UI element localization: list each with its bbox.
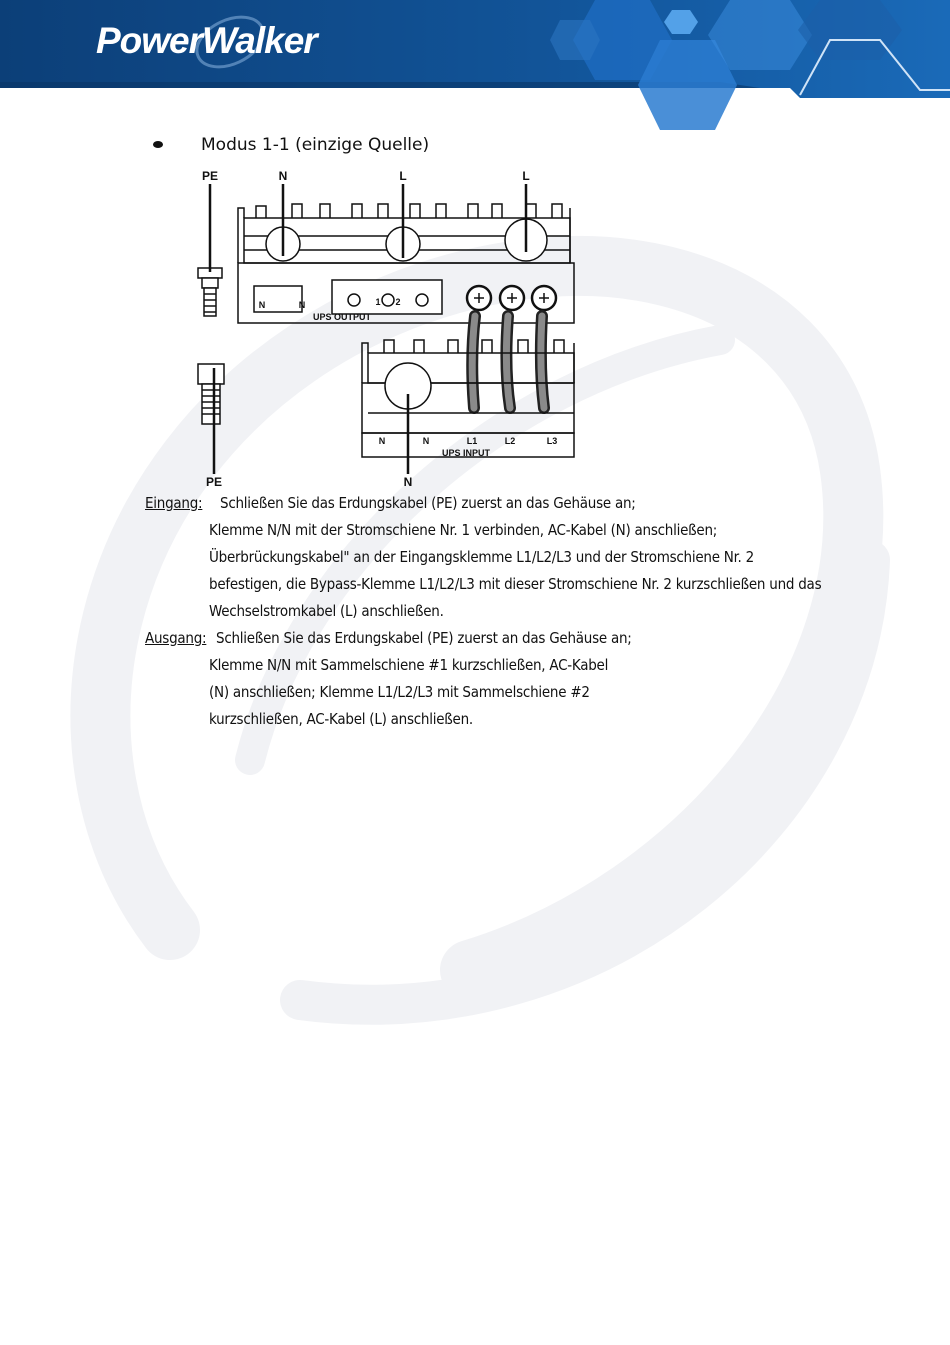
output-line-1: Schließen Sie das Erdungskabel (PE) zuerst an das Gehäuse an; [216,629,632,647]
label-n-top: N [278,169,288,183]
label-l2-top: L [522,169,530,183]
input-label: Eingang: [145,494,203,512]
brand-logo: PowerWalker [96,20,317,61]
output-terminal-n2: N [298,300,306,310]
input-terminal-n1: N [378,436,386,446]
input-line-5: Wechselstromkabel (L) anschließen. [209,602,444,620]
label-pe-bottom: PE [205,475,223,489]
input-line-2: Klemme N/N mit der Stromschiene Nr. 1 verbinden, AC-Kabel (N) anschließen; [209,521,718,539]
section-heading: Modus 1-1 (einzige Quelle) [201,135,430,155]
output-line-3: (N) anschließen; Klemme L1/L2/L3 mit Sammelschiene #2 [209,683,590,701]
input-caption: UPS INPUT [441,448,491,458]
header-banner [0,0,950,140]
input-terminal-l1: L1 [466,436,478,446]
input-terminal-n2: N [422,436,430,446]
label-pe-top: PE [201,169,219,183]
output-label: Ausgang: [145,629,207,647]
input-terminal-l3: L3 [546,436,558,446]
input-terminal-l2: L2 [504,436,516,446]
bullet-icon [153,141,163,148]
output-line-4: kurzschließen, AC-Kabel (L) anschließen. [209,710,473,728]
input-line-1: Schließen Sie das Erdungskabel (PE) zuerst an das Gehäuse an; [220,494,636,512]
busbar-number-2: 2 [395,297,401,307]
input-line-4: befestigen, die Bypass-Klemme L1/L2/L3 mit dieser Stromschiene Nr. 2 kurzschließen und das [209,575,822,593]
pe-bolt-top [198,268,222,316]
output-terminal-n1: N [258,300,266,310]
label-l-top: L [399,169,407,183]
input-line-3: Überbrückungskabel" an der Eingangsklemme L1/L2/L3 und der Stromschiene Nr. 2 [209,548,754,566]
wiring-diagram [192,168,582,493]
pe-bolt-bottom [198,364,224,424]
output-line-2: Klemme N/N mit Sammelschiene #1 kurzschließen, AC-Kabel [209,656,609,674]
label-n-bottom: N [403,475,413,489]
busbar-number-1: 1 [375,297,381,307]
output-caption: UPS OUTPUT [312,312,372,322]
